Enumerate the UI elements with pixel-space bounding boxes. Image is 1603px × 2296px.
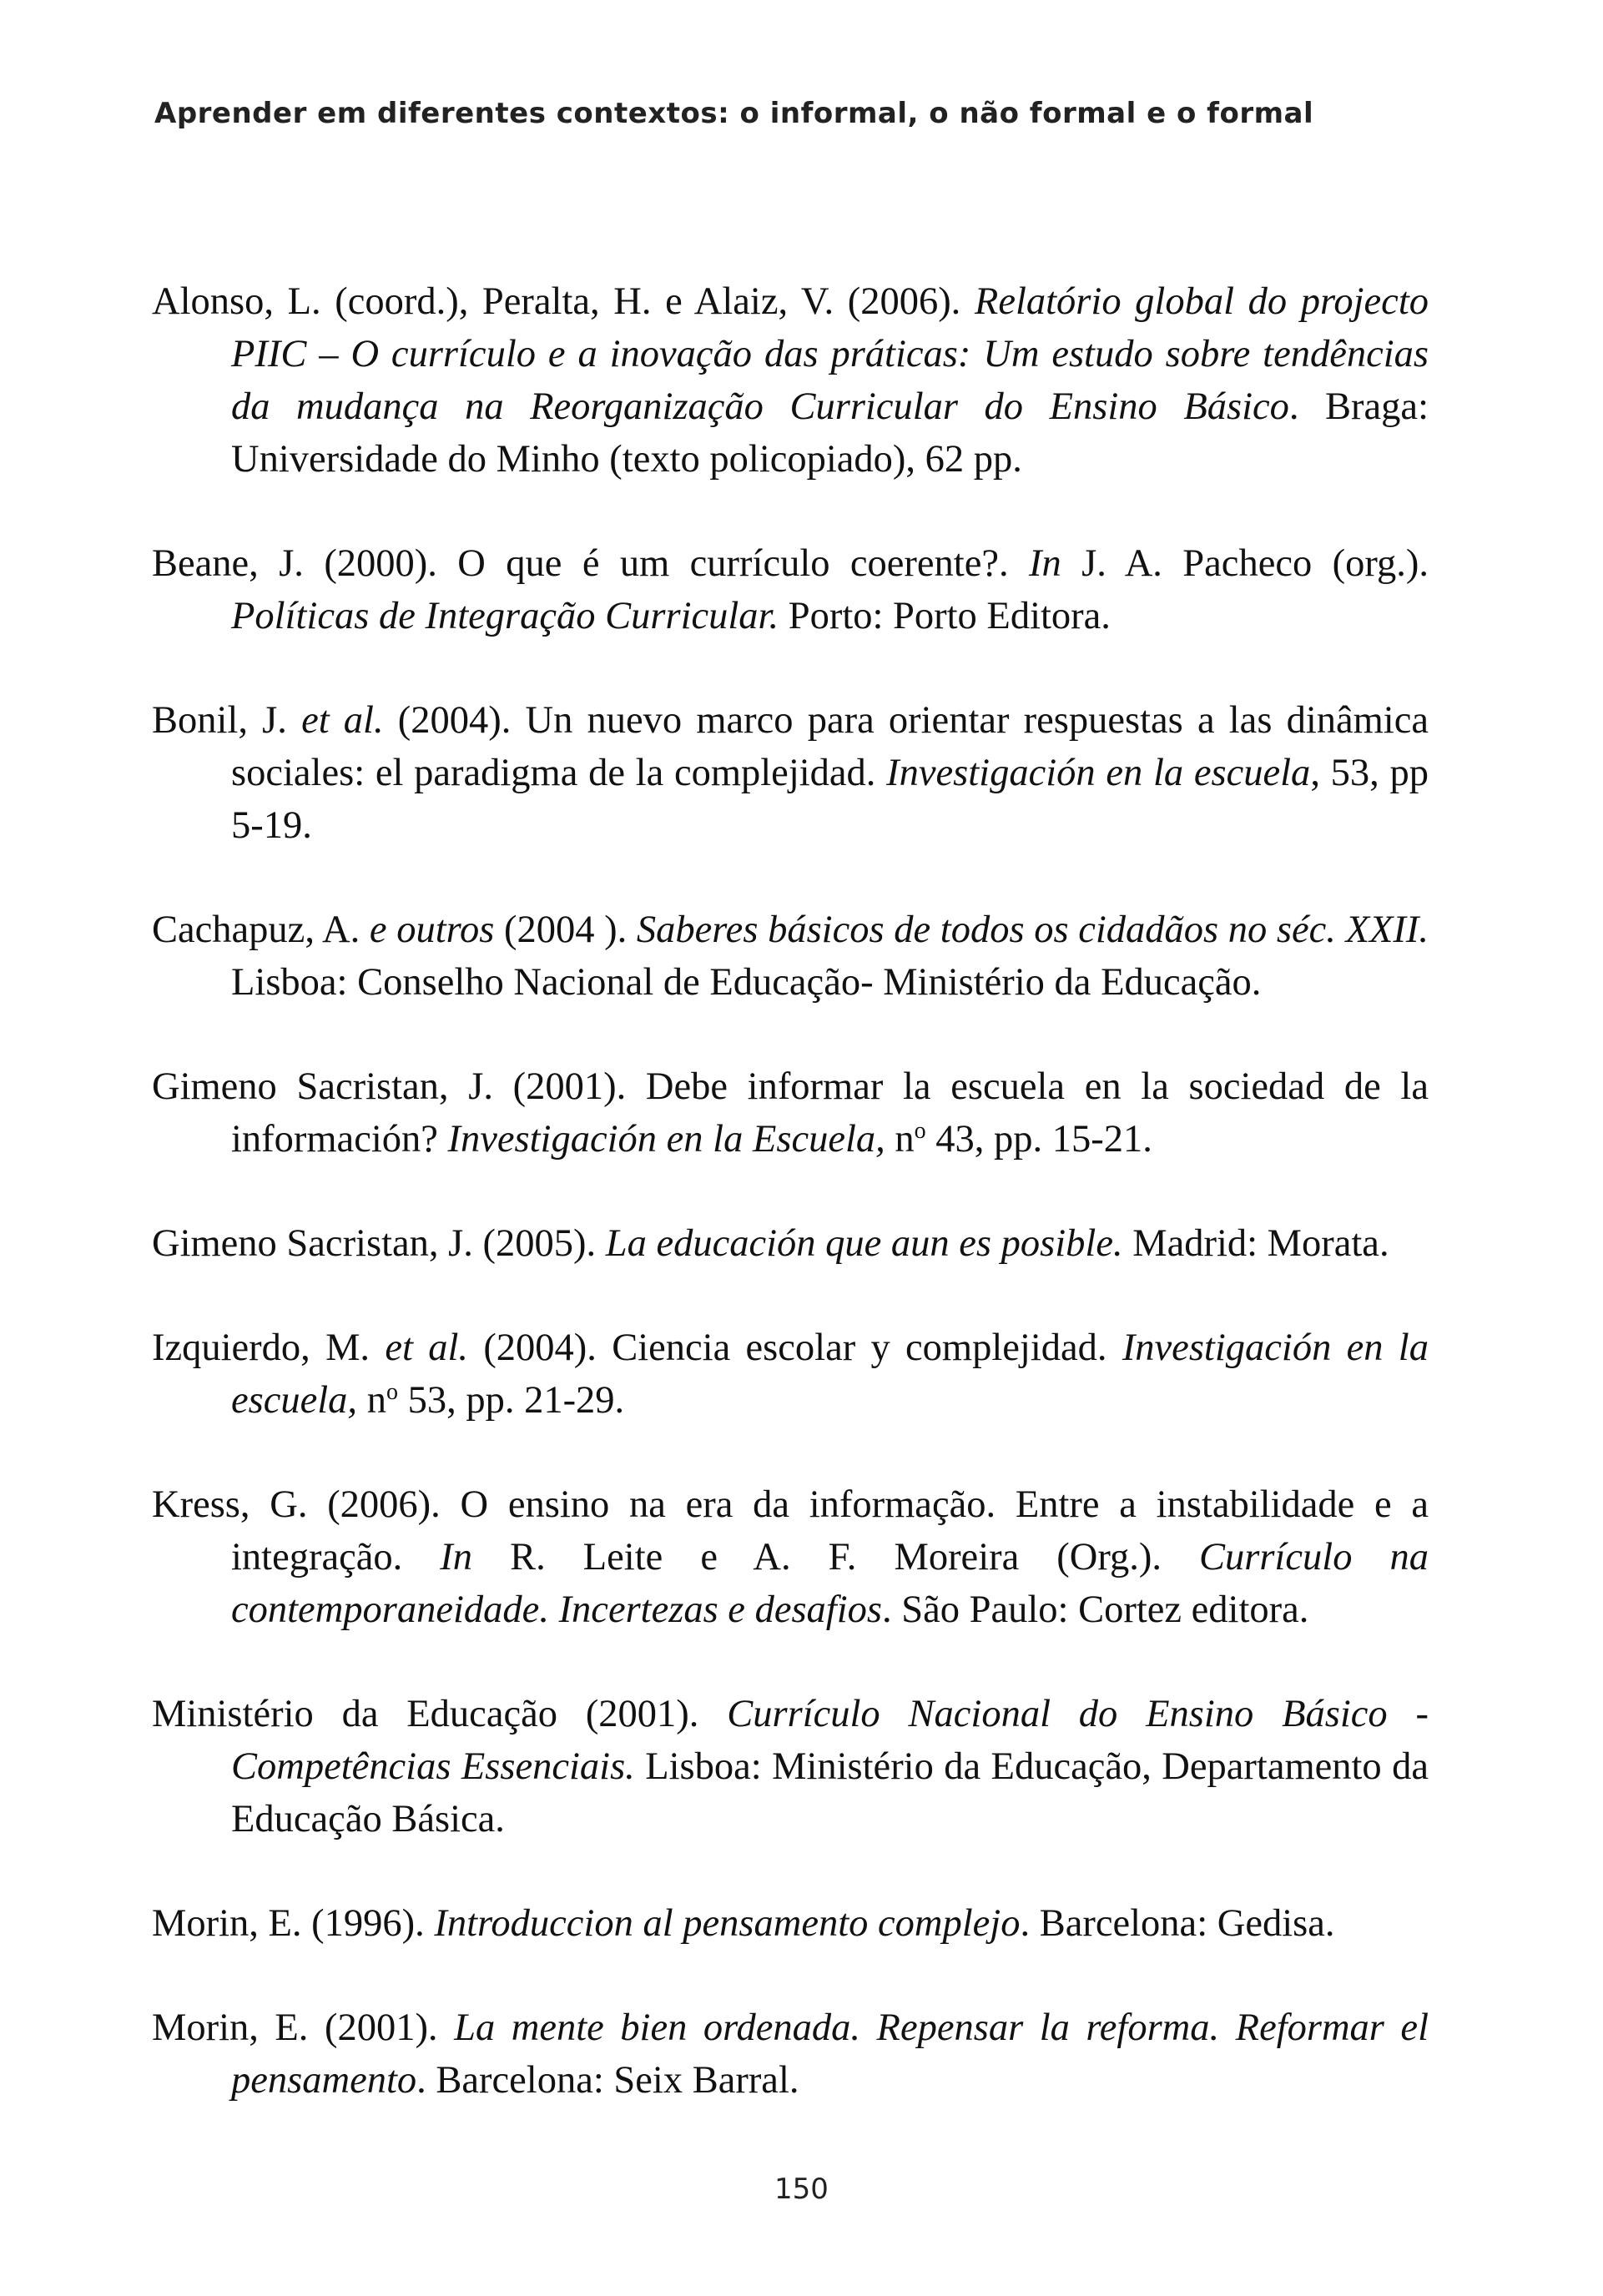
reference-list [152,275,1429,2158]
page-number: 150 [774,2173,829,2206]
reference-morin-2001: Morin, E. (2001). La mente bien ordenada. Repensar la reforma. Reformar el pensamento. Barcelona: Seix Barral. [152,2006,1429,2102]
reference-gimeno-2005: Gimeno Sacristan, J. (2005). La educación que aun es posible. Madrid: Morata. [152,1222,1389,1265]
reference-beane-2000: Beane, J. (2000). O que é um currículo coerente?. In J. A. Pacheco (org.). Políticas de Integração Curricular. Porto: Porto Editora. [152,542,1429,637]
running-header: Aprender em diferentes contextos: o informal, o não formal e o formal [154,97,1314,130]
reference-ministerio-2001: Ministério da Educação (2001). Currículo Nacional do Ensino Básico - Competências Essenciais. Lisboa: Ministério da Educação, Departamento da Educação Básica. [152,1693,1429,1840]
reference-kress-2006: Kress, G. (2006). O ensino na era da informação. Entre a instabilidade e a integração. In R. Leite e A. F. Moreira (Org.). Currículo na contemporaneidade. Incertezas e desafios. São Paulo: Cortez editora. [152,1483,1429,1631]
reference-cachapuz-2004: Cachapuz, A. e outros (2004 ). Saberes básicos de todos os cidadãos no séc. XXII. Lisboa: Conselho Nacional de Educação- Ministério da Educação. [152,909,1429,1004]
reference-morin-1996: Morin, E. (1996). Introduccion al pensamento complejo. Barcelona: Gedisa. [152,1902,1335,1945]
reference-izquierdo-2004: Izquierdo, M. et al. (2004). Ciencia escolar y complejidad. Investigación en la escuela, $n^o$ 53, pp. 21-29. [152,1327,1429,1422]
reference-alonso-2006: Alonso, L. (coord.), Peralta, H. e Alaiz, V. (2006). Relatório global do projecto PIIC – O currículo e a inovação das práticas: Um estudo sobre tendências da mudança na Reorganização Curricular do Ensino Básico. Braga: Universidade do Minho (texto policopiado), 62 pp. [152,280,1429,481]
reference-bonil-2004: Bonil, J. et al. (2004). Un nuevo marco para orientar respuestas a las dinâmica sociales: el paradigma de la complejidad. Investigación en la escuela, 53, pp 5-19. [152,699,1429,847]
reference-gimeno-2001: Gimeno Sacristan, J. (2001). Debe informar la escuela en la sociedad de la información? Investigación en la Escuela, $n^o$ 43, pp. 15-21. [152,1065,1429,1161]
